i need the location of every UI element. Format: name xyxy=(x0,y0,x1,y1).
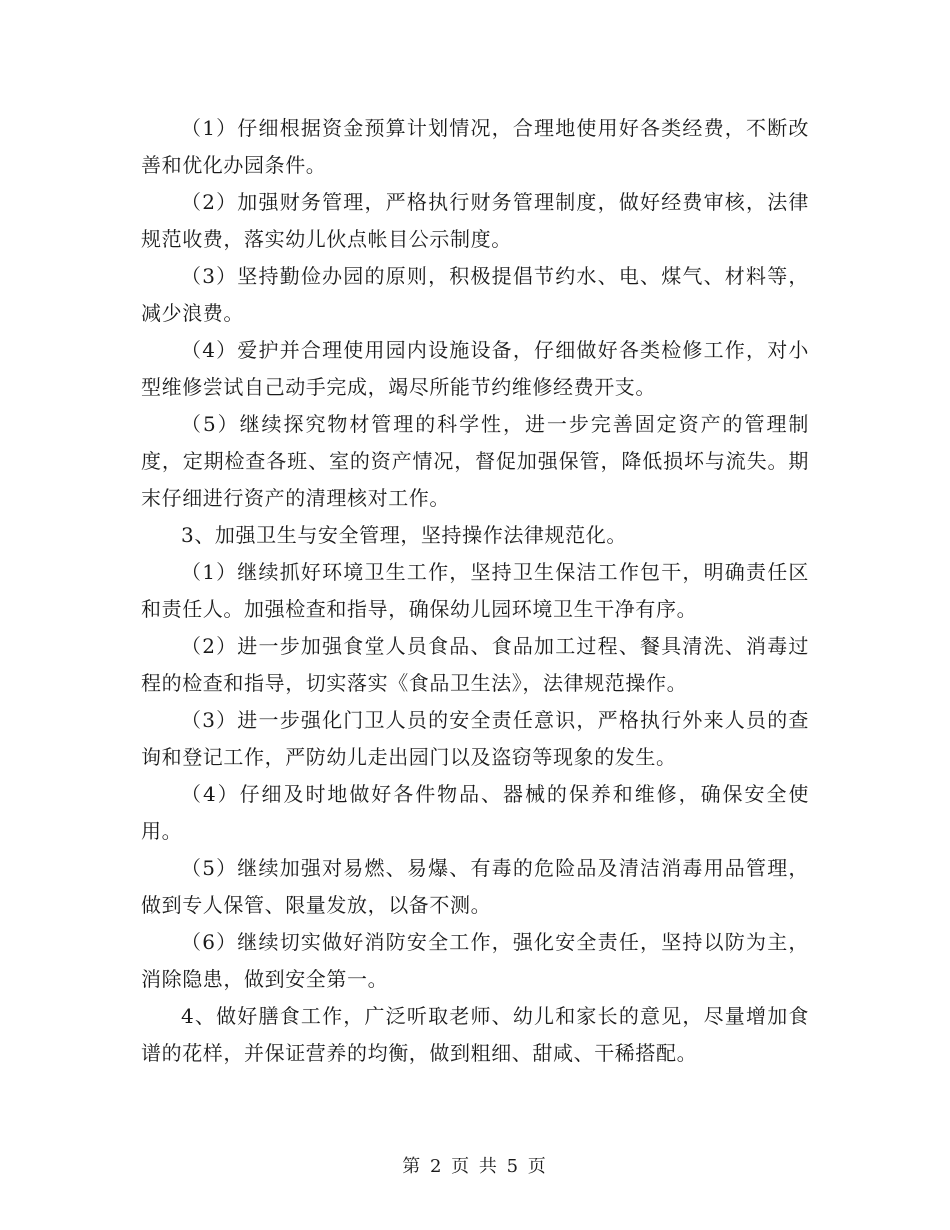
paragraph: （4）爱护并合理使用园内设施设备，仔细做好各类检修工作，对小型维修尝试自己动手完成，竭尽所能节约维修经费开支。 xyxy=(141,338,809,399)
paragraph: （5）继续探究物材管理的科学性，进一步完善固定资产的管理制度，定期检查各班、室的资产情况，督促加强保管，降低损坏与流失。期末仔细进行资产的清理核对工作。 xyxy=(141,412,809,510)
page-number-footer: 第 2 页 共 5 页 xyxy=(402,1156,548,1177)
paragraph: （5）继续加强对易燃、易爆、有毒的危险品及清洁消毒用品管理，做到专人保管、限量发放，以备不测。 xyxy=(141,856,809,917)
paragraph: （3）进一步强化门卫人员的安全责任意识，严格执行外来人员的查询和登记工作，严防幼儿走出园门以及盗窃等现象的发生。 xyxy=(141,708,809,769)
paragraph: （2）加强财务管理，严格执行财务管理制度，做好经费审核，法律规范收费，落实幼儿伙点帐目公示制度。 xyxy=(141,190,809,251)
paragraph: （4）仔细及时地做好各件物品、器械的保养和维修，确保安全使用。 xyxy=(141,782,809,843)
paragraph: （2）进一步加强食堂人员食品、食品加工过程、餐具清洗、消毒过程的检查和指导，切实落实《食品卫生法》，法律规范操作。 xyxy=(141,634,809,695)
document-body xyxy=(141,110,809,1072)
paragraph: （3）坚持勤俭办园的原则，积极提倡节约水、电、煤气、材料等，减少浪费。 xyxy=(141,264,809,325)
paragraph: （6）继续切实做好消防安全工作，强化安全责任，坚持以防为主，消除隐患，做到安全第一。 xyxy=(141,930,809,991)
paragraph: （1）继续抓好环境卫生工作，坚持卫生保洁工作包干，明确责任区和责任人。加强检查和指导，确保幼儿园环境卫生干净有序。 xyxy=(141,560,809,621)
paragraph: （1）仔细根据资金预算计划情况，合理地使用好各类经费，不断改善和优化办园条件。 xyxy=(141,116,809,177)
section-heading: 3、加强卫生与安全管理，坚持操作法律规范化。 xyxy=(181,523,627,547)
section-heading: 4、做好膳食工作，广泛听取老师、幼儿和家长的意见，尽量增加食谱的花样，并保证营养的均衡，做到粗细、甜咸、干稀搭配。 xyxy=(141,1004,809,1065)
